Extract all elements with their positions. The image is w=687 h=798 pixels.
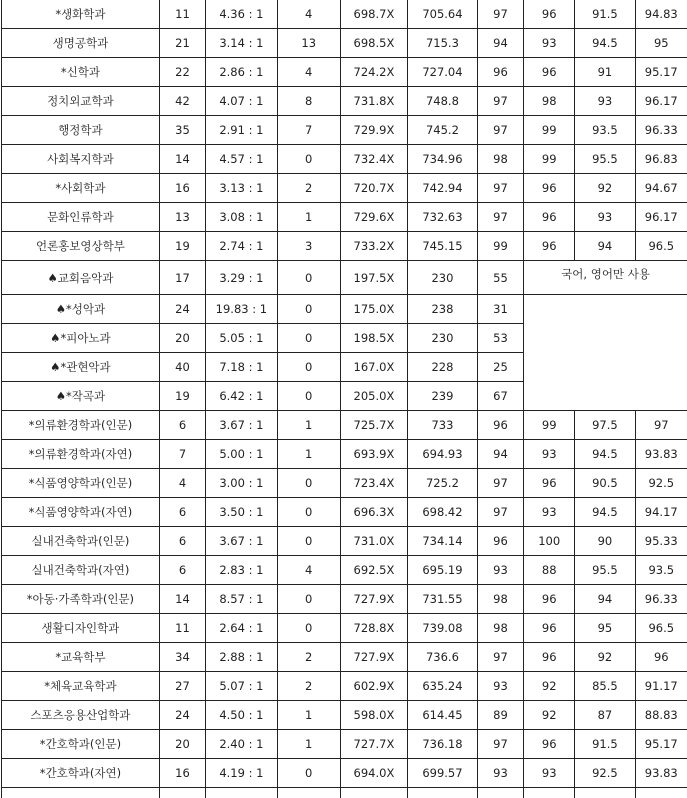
table-row — [2, 469, 687, 498]
value-cell: 24 — [159, 295, 205, 324]
table-row — [2, 672, 687, 701]
value-cell: 732.4X — [340, 145, 407, 174]
value-cell: 97.5 — [575, 411, 635, 440]
value-cell: 698.42 — [408, 498, 478, 527]
value-cell: 96.17 — [635, 87, 687, 116]
table-row — [2, 29, 687, 58]
value-cell: 93 — [477, 672, 523, 701]
value-cell: 94 — [477, 29, 523, 58]
value-cell: 745.15 — [408, 232, 478, 261]
value-cell: 7 — [159, 440, 205, 469]
value-cell: 728.8X — [340, 614, 407, 643]
value-cell: 96.83 — [635, 145, 687, 174]
value-cell: 96 — [524, 614, 575, 643]
empty-cell — [206, 788, 277, 798]
value-cell: 16 — [159, 174, 205, 203]
value-cell: 92 — [575, 174, 635, 203]
value-cell: 695.19 — [408, 556, 478, 585]
value-cell: 2.88 : 1 — [206, 643, 277, 672]
department-name-cell: 생명공학과 — [2, 29, 160, 58]
table-row — [2, 145, 687, 174]
value-cell: 205.0X — [340, 382, 407, 411]
value-cell: 94.5 — [575, 498, 635, 527]
value-cell: 97 — [477, 643, 523, 672]
value-cell: 95.5 — [575, 556, 635, 585]
table-row — [2, 498, 687, 527]
empty-cell — [524, 788, 575, 798]
value-cell: 95.33 — [635, 527, 687, 556]
value-cell: 4.50 : 1 — [206, 701, 277, 730]
value-cell: 98 — [477, 614, 523, 643]
value-cell: 4.57 : 1 — [206, 145, 277, 174]
department-name-cell: 실내건축학과(자연) — [2, 556, 160, 585]
value-cell: 7.18 : 1 — [206, 353, 277, 382]
value-cell: 92.5 — [635, 469, 687, 498]
value-cell: 90.5 — [575, 469, 635, 498]
department-name-cell: ♠교회음악과 — [2, 261, 160, 295]
value-cell: 14 — [159, 585, 205, 614]
value-cell: 97 — [477, 116, 523, 145]
value-cell: 91.5 — [575, 0, 635, 29]
value-cell: 24 — [159, 701, 205, 730]
value-cell: 0 — [277, 353, 340, 382]
value-cell: 97 — [477, 498, 523, 527]
value-cell: 16 — [159, 759, 205, 788]
table-row — [2, 87, 687, 116]
department-name-cell: 스포츠응용산업학과 — [2, 701, 160, 730]
value-cell: 97 — [477, 0, 523, 29]
value-cell: 4 — [277, 0, 340, 29]
department-name-cell: *아동·가족학과(인문) — [2, 585, 160, 614]
value-cell: 19 — [159, 382, 205, 411]
value-cell: 99 — [524, 145, 575, 174]
value-cell: 96 — [477, 411, 523, 440]
table-row — [2, 585, 687, 614]
value-cell: 4.07 : 1 — [206, 87, 277, 116]
value-cell: 93 — [477, 759, 523, 788]
value-cell: 2 — [277, 643, 340, 672]
value-cell: 238 — [408, 295, 478, 324]
value-cell: 31 — [477, 295, 523, 324]
value-cell: 6 — [159, 527, 205, 556]
value-cell: 732.63 — [408, 203, 478, 232]
value-cell: 4.36 : 1 — [206, 0, 277, 29]
value-cell: 11 — [159, 0, 205, 29]
value-cell: 2.91 : 1 — [206, 116, 277, 145]
value-cell: 96 — [524, 0, 575, 29]
table-row — [2, 174, 687, 203]
value-cell: 0 — [277, 498, 340, 527]
value-cell: 727.7X — [340, 730, 407, 759]
value-cell: 53 — [477, 324, 523, 353]
value-cell: 4 — [277, 556, 340, 585]
department-name-cell: ♠*성악과 — [2, 295, 160, 324]
value-cell: 93 — [524, 29, 575, 58]
value-cell: 3 — [277, 232, 340, 261]
value-cell: 2.83 : 1 — [206, 556, 277, 585]
value-cell: 93 — [575, 87, 635, 116]
value-cell: 19.83 : 1 — [206, 295, 277, 324]
empty-cell — [575, 788, 635, 798]
value-cell: 96.17 — [635, 203, 687, 232]
empty-cell — [635, 788, 687, 798]
value-cell: 598.0X — [340, 701, 407, 730]
value-cell: 725.7X — [340, 411, 407, 440]
value-cell: 4 — [159, 469, 205, 498]
music-note-cell-body — [524, 295, 687, 411]
table-row — [2, 759, 687, 788]
value-cell: 95.17 — [635, 730, 687, 759]
value-cell: 96 — [477, 527, 523, 556]
value-cell: 734.96 — [408, 145, 478, 174]
table-row — [2, 203, 687, 232]
value-cell: 94 — [575, 585, 635, 614]
value-cell: 97 — [477, 203, 523, 232]
value-cell: 98 — [477, 585, 523, 614]
value-cell: 96.5 — [635, 614, 687, 643]
value-cell: 93.83 — [635, 759, 687, 788]
value-cell: 8.57 : 1 — [206, 585, 277, 614]
department-name-cell: *생화학과 — [2, 0, 160, 29]
value-cell: 3.08 : 1 — [206, 203, 277, 232]
value-cell: 96 — [524, 232, 575, 261]
table-row — [2, 58, 687, 87]
value-cell: 92 — [524, 701, 575, 730]
value-cell: 175.0X — [340, 295, 407, 324]
admission-results-table — [1, 0, 687, 798]
value-cell: 694.93 — [408, 440, 478, 469]
value-cell: 93.5 — [575, 116, 635, 145]
value-cell: 0 — [277, 614, 340, 643]
department-name-cell: 정치외교학과 — [2, 87, 160, 116]
value-cell: 97 — [477, 174, 523, 203]
value-cell: 698.7X — [340, 0, 407, 29]
value-cell: 13 — [159, 203, 205, 232]
value-cell: 20 — [159, 324, 205, 353]
value-cell: 14 — [159, 145, 205, 174]
value-cell: 97 — [635, 411, 687, 440]
value-cell: 87 — [575, 701, 635, 730]
value-cell: 40 — [159, 353, 205, 382]
value-cell: 13 — [277, 29, 340, 58]
table-row — [2, 643, 687, 672]
value-cell: 92 — [575, 643, 635, 672]
value-cell: 731.8X — [340, 87, 407, 116]
value-cell: 742.94 — [408, 174, 478, 203]
department-name-cell: *간호학과(인문) — [2, 730, 160, 759]
value-cell: 5.00 : 1 — [206, 440, 277, 469]
value-cell: 2.86 : 1 — [206, 58, 277, 87]
value-cell: 692.5X — [340, 556, 407, 585]
value-cell: 3.50 : 1 — [206, 498, 277, 527]
value-cell: 230 — [408, 261, 478, 295]
department-name-cell: 언론홍보영상학부 — [2, 232, 160, 261]
value-cell: 6 — [159, 556, 205, 585]
department-name-cell: *식품영양학과(인문) — [2, 469, 160, 498]
value-cell: 729.6X — [340, 203, 407, 232]
value-cell: 731.55 — [408, 585, 478, 614]
value-cell: 25 — [477, 353, 523, 382]
value-cell: 95.5 — [575, 145, 635, 174]
value-cell: 97 — [477, 469, 523, 498]
department-name-cell: 문화인류학과 — [2, 203, 160, 232]
value-cell: 93 — [575, 203, 635, 232]
value-cell: 67 — [477, 382, 523, 411]
table-row — [2, 411, 687, 440]
value-cell: 99 — [524, 116, 575, 145]
value-cell: 0 — [277, 469, 340, 498]
value-cell: 97 — [477, 87, 523, 116]
value-cell: 96 — [635, 643, 687, 672]
value-cell: 197.5X — [340, 261, 407, 295]
value-cell: 93.5 — [635, 556, 687, 585]
value-cell: 0 — [277, 145, 340, 174]
value-cell: 3.29 : 1 — [206, 261, 277, 295]
value-cell: 94 — [575, 232, 635, 261]
value-cell: 6 — [159, 498, 205, 527]
value-cell: 21 — [159, 29, 205, 58]
table-row — [2, 701, 687, 730]
value-cell: 239 — [408, 382, 478, 411]
value-cell: 694.0X — [340, 759, 407, 788]
value-cell: 1 — [277, 730, 340, 759]
value-cell: 92 — [524, 672, 575, 701]
value-cell: 230 — [408, 324, 478, 353]
value-cell: 724.2X — [340, 58, 407, 87]
value-cell: 723.4X — [340, 469, 407, 498]
department-name-cell: 사회복지학과 — [2, 145, 160, 174]
value-cell: 4.19 : 1 — [206, 759, 277, 788]
value-cell: 4 — [277, 58, 340, 87]
value-cell: 92.5 — [575, 759, 635, 788]
value-cell: 96.33 — [635, 116, 687, 145]
value-cell: 88 — [524, 556, 575, 585]
department-name-cell: *의류환경학과(자연) — [2, 440, 160, 469]
department-name-cell: *사회학과 — [2, 174, 160, 203]
value-cell: 96.5 — [635, 232, 687, 261]
value-cell: 91.5 — [575, 730, 635, 759]
value-cell: 748.8 — [408, 87, 478, 116]
value-cell: 91 — [575, 58, 635, 87]
department-name-cell: 행정학과 — [2, 116, 160, 145]
value-cell: 99 — [477, 232, 523, 261]
value-cell: 96 — [524, 203, 575, 232]
value-cell: 3.13 : 1 — [206, 174, 277, 203]
value-cell: 733 — [408, 411, 478, 440]
value-cell: 6.42 : 1 — [206, 382, 277, 411]
value-cell: 96 — [524, 58, 575, 87]
value-cell: 94.5 — [575, 29, 635, 58]
department-name-cell: *의류환경학과(인문) — [2, 411, 160, 440]
value-cell: 635.24 — [408, 672, 478, 701]
value-cell: 96 — [477, 58, 523, 87]
table-row — [2, 0, 687, 29]
table-row — [2, 261, 687, 295]
value-cell: 96 — [524, 730, 575, 759]
value-cell: 8 — [277, 87, 340, 116]
table-row — [2, 295, 687, 324]
value-cell: 739.08 — [408, 614, 478, 643]
value-cell: 55 — [477, 261, 523, 295]
value-cell: 0 — [277, 585, 340, 614]
value-cell: 731.0X — [340, 527, 407, 556]
value-cell: 228 — [408, 353, 478, 382]
music-note-cell: 국어, 영어만 사용 — [524, 261, 687, 295]
table-row — [2, 527, 687, 556]
value-cell: 100 — [524, 527, 575, 556]
value-cell: 94.17 — [635, 498, 687, 527]
value-cell: 729.9X — [340, 116, 407, 145]
value-cell: 696.3X — [340, 498, 407, 527]
value-cell: 727.9X — [340, 643, 407, 672]
value-cell: 2.40 : 1 — [206, 730, 277, 759]
table-row — [2, 232, 687, 261]
value-cell: 5.05 : 1 — [206, 324, 277, 353]
value-cell: 34 — [159, 643, 205, 672]
value-cell: 88.83 — [635, 701, 687, 730]
value-cell: 727.04 — [408, 58, 478, 87]
value-cell: 93 — [524, 759, 575, 788]
value-cell: 1 — [277, 440, 340, 469]
value-cell: 96 — [524, 174, 575, 203]
value-cell: 96 — [524, 469, 575, 498]
value-cell: 602.9X — [340, 672, 407, 701]
department-name-cell: ♠*피아노과 — [2, 324, 160, 353]
value-cell: 93 — [524, 498, 575, 527]
value-cell: 91.17 — [635, 672, 687, 701]
empty-cell — [408, 788, 478, 798]
department-name-cell: *식품영양학과(자연) — [2, 498, 160, 527]
value-cell: 733.2X — [340, 232, 407, 261]
value-cell: 2 — [277, 672, 340, 701]
value-cell: 94.67 — [635, 174, 687, 203]
value-cell: 22 — [159, 58, 205, 87]
value-cell: 3.00 : 1 — [206, 469, 277, 498]
value-cell: 2 — [277, 174, 340, 203]
value-cell: 11 — [159, 614, 205, 643]
value-cell: 0 — [277, 382, 340, 411]
value-cell: 85.5 — [575, 672, 635, 701]
value-cell: 725.2 — [408, 469, 478, 498]
value-cell: 99 — [524, 411, 575, 440]
value-cell: 97 — [477, 730, 523, 759]
value-cell: 1 — [277, 701, 340, 730]
value-cell: 0 — [277, 295, 340, 324]
value-cell: 698.5X — [340, 29, 407, 58]
value-cell: 2.64 : 1 — [206, 614, 277, 643]
table-row — [2, 440, 687, 469]
department-name-cell: ♠*작곡과 — [2, 382, 160, 411]
empty-cell — [277, 788, 340, 798]
empty-cell — [477, 788, 523, 798]
value-cell: 727.9X — [340, 585, 407, 614]
department-name-cell: *체육교육학과 — [2, 672, 160, 701]
value-cell: 6 — [159, 411, 205, 440]
table-row-partial — [2, 788, 687, 798]
value-cell: 734.14 — [408, 527, 478, 556]
table-row — [2, 730, 687, 759]
value-cell: 20 — [159, 730, 205, 759]
empty-cell — [159, 788, 205, 798]
value-cell: 93 — [477, 556, 523, 585]
value-cell: 89 — [477, 701, 523, 730]
table-row — [2, 556, 687, 585]
table-row — [2, 614, 687, 643]
value-cell: 98 — [477, 145, 523, 174]
department-name-cell: *간호학과(자연) — [2, 759, 160, 788]
value-cell: 19 — [159, 232, 205, 261]
value-cell: 42 — [159, 87, 205, 116]
value-cell: 93.83 — [635, 440, 687, 469]
department-name-cell: *신학과 — [2, 58, 160, 87]
value-cell: 94.83 — [635, 0, 687, 29]
value-cell: 614.45 — [408, 701, 478, 730]
value-cell: 745.2 — [408, 116, 478, 145]
table-body — [2, 0, 687, 798]
value-cell: 27 — [159, 672, 205, 701]
table-row — [2, 116, 687, 145]
value-cell: 3.14 : 1 — [206, 29, 277, 58]
value-cell: 2.74 : 1 — [206, 232, 277, 261]
value-cell: 720.7X — [340, 174, 407, 203]
value-cell: 705.64 — [408, 0, 478, 29]
value-cell: 167.0X — [340, 353, 407, 382]
value-cell: 96 — [524, 643, 575, 672]
value-cell: 5.07 : 1 — [206, 672, 277, 701]
value-cell: 699.57 — [408, 759, 478, 788]
value-cell: 693.9X — [340, 440, 407, 469]
value-cell: 96.33 — [635, 585, 687, 614]
value-cell: 95.17 — [635, 58, 687, 87]
department-name-cell: 생활디자인학과 — [2, 614, 160, 643]
value-cell: 93 — [524, 440, 575, 469]
value-cell: 95 — [635, 29, 687, 58]
value-cell: 0 — [277, 261, 340, 295]
value-cell: 3.67 : 1 — [206, 411, 277, 440]
value-cell: 736.18 — [408, 730, 478, 759]
value-cell: 95 — [575, 614, 635, 643]
value-cell: 1 — [277, 411, 340, 440]
value-cell: 90 — [575, 527, 635, 556]
department-name-cell: ♠*관현악과 — [2, 353, 160, 382]
value-cell: 35 — [159, 116, 205, 145]
value-cell: 715.3 — [408, 29, 478, 58]
value-cell: 94.5 — [575, 440, 635, 469]
value-cell: 7 — [277, 116, 340, 145]
department-name-cell: *교육학부 — [2, 643, 160, 672]
value-cell: 0 — [277, 527, 340, 556]
value-cell: 736.6 — [408, 643, 478, 672]
empty-cell — [340, 788, 407, 798]
value-cell: 17 — [159, 261, 205, 295]
department-name-cell: 실내건축학과(인문) — [2, 527, 160, 556]
value-cell: 198.5X — [340, 324, 407, 353]
value-cell: 94 — [477, 440, 523, 469]
empty-cell — [2, 788, 160, 798]
value-cell: 1 — [277, 203, 340, 232]
value-cell: 0 — [277, 759, 340, 788]
value-cell: 3.67 : 1 — [206, 527, 277, 556]
value-cell: 98 — [524, 87, 575, 116]
value-cell: 96 — [524, 585, 575, 614]
value-cell: 0 — [277, 324, 340, 353]
